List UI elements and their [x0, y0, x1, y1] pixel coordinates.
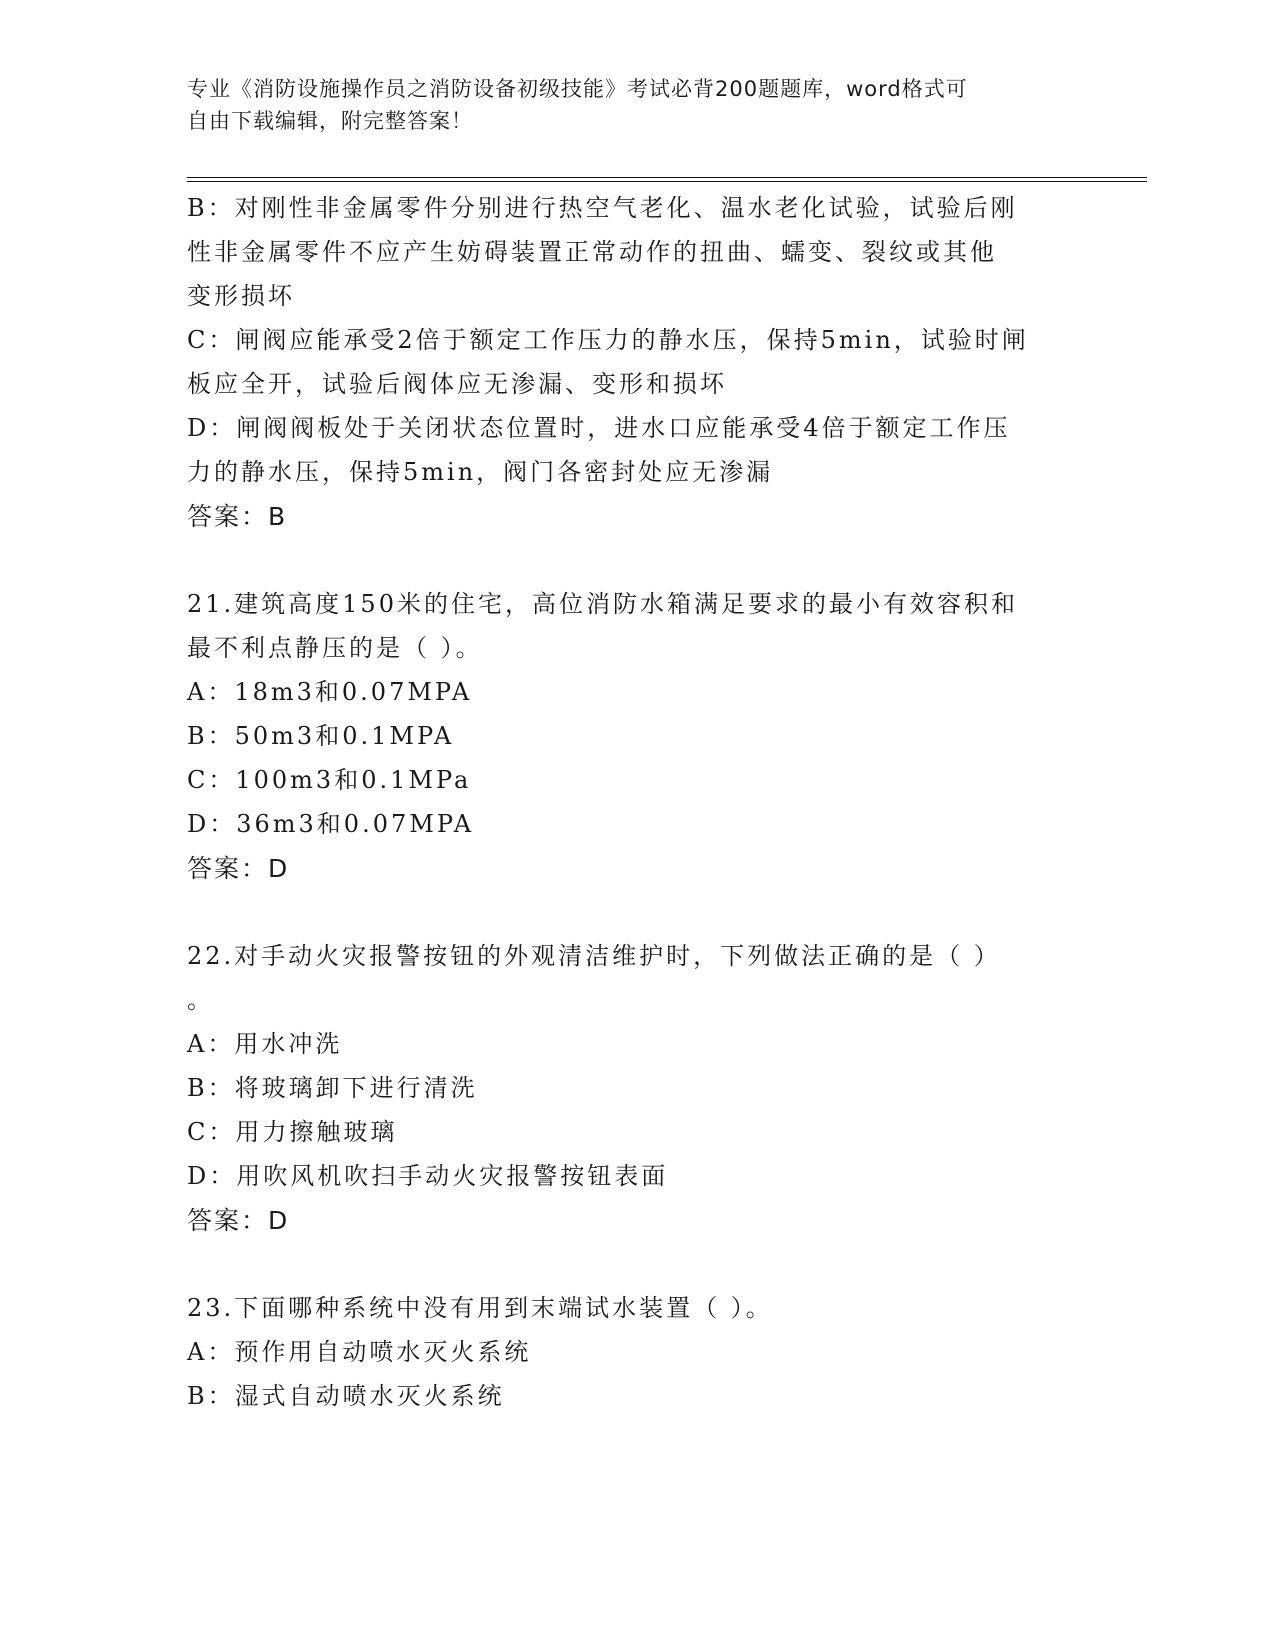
q23-option-a: A：预作用自动喷水灭火系统 — [187, 1338, 532, 1366]
q20-option-b-line-2: 性非金属零件不应产生妨碍装置正常动作的扭曲、蠕变、裂纹或其他 — [187, 238, 997, 266]
q22-answer: 答案：D — [187, 1206, 290, 1235]
q20-option-d-line-1: D：闸阀阀板处于关闭状态位置时，进水口应能承受4倍于额定工作压 — [187, 414, 1011, 442]
q22-option-b: B：将玻璃卸下进行清洗 — [187, 1074, 478, 1102]
q22-option-d: D：用吹风机吹扫手动火灾报警按钮表面 — [187, 1162, 669, 1190]
q20-option-c-line-2: 板应全开，试验后阀体应无渗漏、变形和损坏 — [187, 370, 727, 398]
q21-stem-line-2: 最不利点静压的是（ ）。 — [187, 634, 483, 662]
q21-option-c: C：100m3和0.1MPa — [187, 766, 472, 794]
q22-stem-line-1: 22.对手动火灾报警按钮的外观清洁维护时，下列做法正确的是（ ） — [187, 942, 1001, 970]
header-divider — [187, 177, 1147, 182]
q20-option-b-line-3: 变形损坏 — [187, 282, 295, 310]
q21-stem-line-1: 21.建筑高度150米的住宅，高位消防水箱满足要求的最小有效容积和 — [187, 590, 1018, 618]
q21-answer: 答案：D — [187, 854, 290, 883]
q21-option-d: D：36m3和0.07MPA — [187, 810, 475, 838]
q21-option-b: B：50m3和0.1MPA — [187, 722, 455, 750]
q23-stem-line-1: 23.下面哪种系统中没有用到末端试水装置（ ）。 — [187, 1294, 773, 1322]
document-header — [187, 73, 1077, 137]
q20-option-c-line-1: C：闸阀应能承受2倍于额定工作压力的静水压，保持5min，试验时闸 — [187, 326, 1029, 354]
q23-option-b: B：湿式自动喷水灭火系统 — [187, 1382, 505, 1410]
header-line-1: 专业《消防设施操作员之消防设备初级技能》考试必背200题题库，word格式可 — [187, 77, 968, 101]
header-line-2: 自由下载编辑，附完整答案！ — [187, 109, 473, 133]
q22-stem-line-2: 。 — [187, 986, 214, 1014]
q20-option-d-line-2: 力的静水压，保持5min，阀门各密封处应无渗漏 — [187, 458, 774, 486]
q22-option-c: C：用力擦触玻璃 — [187, 1118, 398, 1146]
q22-option-a: A：用水冲洗 — [187, 1030, 343, 1058]
q20-answer: 答案：B — [187, 502, 288, 531]
q21-option-a: A：18m3和0.07MPA — [187, 678, 473, 706]
q20-option-b-line-1: B：对刚性非金属零件分别进行热空气老化、温水老化试验，试验后刚 — [187, 194, 1018, 222]
